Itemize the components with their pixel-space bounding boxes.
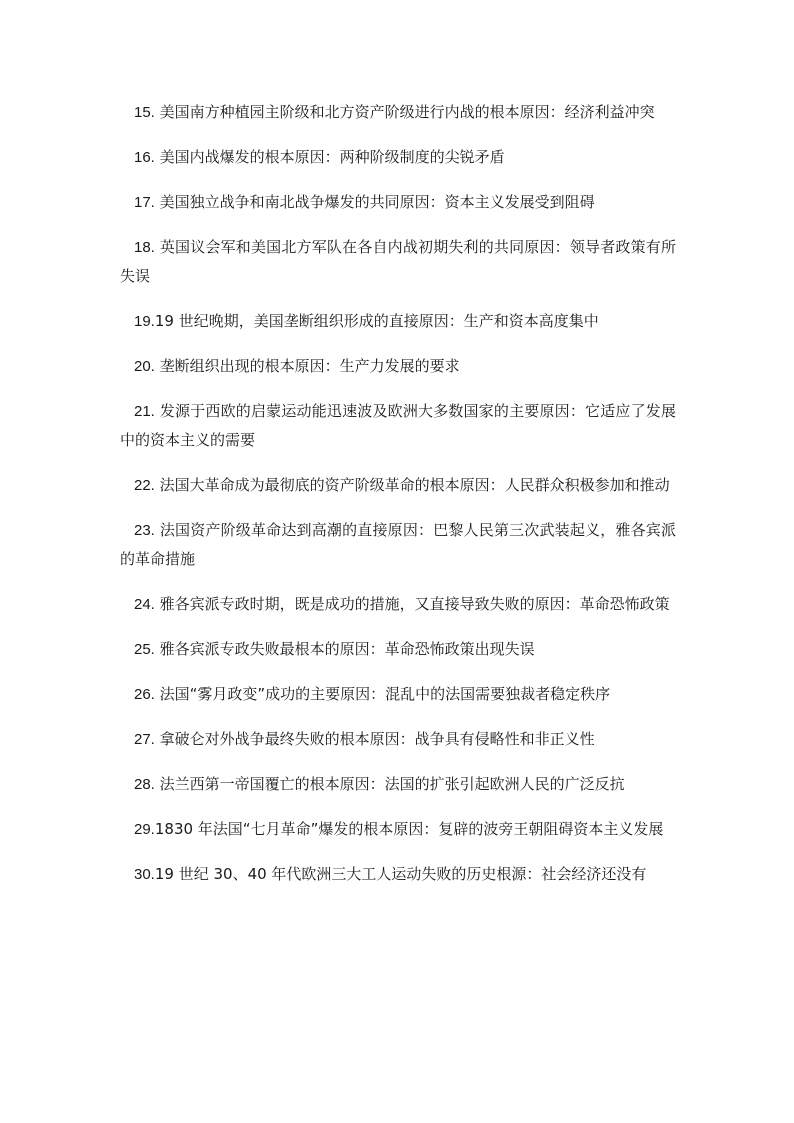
item-text: 法国“雾月政变”成功的主要原因：混乱中的法国需要独裁者稳定秩序 — [159, 685, 611, 703]
list-item — [120, 352, 676, 381]
list-item — [120, 725, 676, 754]
item-number: 29. — [134, 821, 155, 838]
item-number: 30. — [134, 866, 155, 883]
item-number: 27. — [134, 731, 155, 748]
item-number: 17. — [134, 194, 155, 211]
item-text: 英国议会军和美国北方军队在各自内战初期失利的共同原因：领导者政策有所失误 — [120, 238, 676, 285]
item-text: 雅各宾派专政时期，既是成功的措施，又直接导致失败的原因：革命恐怖政策 — [159, 595, 670, 613]
list-item — [120, 307, 676, 336]
item-number: 25. — [134, 641, 155, 658]
list-item — [120, 770, 676, 799]
list-item — [120, 471, 676, 500]
item-text: 雅各宾派专政失败最根本的原因：革命恐怖政策出现失误 — [159, 640, 535, 658]
item-text: 垄断组织出现的根本原因：生产力发展的要求 — [159, 357, 460, 375]
item-number: 16. — [134, 149, 155, 166]
item-number: 26. — [134, 686, 155, 703]
list-item — [120, 590, 676, 619]
item-text: 19 世纪 30、40 年代欧洲三大工人运动失败的历史根源：社会经济还没有 — [154, 865, 647, 883]
list-item — [120, 397, 676, 455]
item-number: 18. — [134, 239, 155, 256]
list-item — [120, 516, 676, 574]
list-item — [120, 635, 676, 664]
item-text: 美国内战爆发的根本原因：两种阶级制度的尖锐矛盾 — [159, 148, 505, 166]
item-number: 15. — [134, 104, 155, 121]
list-item — [120, 860, 676, 889]
list-item — [120, 815, 676, 844]
item-text: 发源于西欧的启蒙运动能迅速波及欧洲大多数国家的主要原因：它适应了发展中的资本主义的需要 — [120, 402, 676, 449]
item-number: 24. — [134, 596, 155, 613]
item-text: 19 世纪晚期，美国垄断组织形成的直接原因：生产和资本高度集中 — [154, 312, 599, 330]
list-item — [120, 680, 676, 709]
item-text: 法国资产阶级革命达到高潮的直接原因：巴黎人民第三次武装起义，雅各宾派的革命措施 — [120, 521, 676, 568]
list-item — [120, 233, 676, 291]
item-text: 拿破仑对外战争最终失败的根本原因：战争具有侵略性和非正义性 — [159, 730, 595, 748]
item-number: 20. — [134, 358, 155, 375]
item-text: 美国独立战争和南北战争爆发的共同原因：资本主义发展受到阻碍 — [159, 193, 595, 211]
item-text: 1830 年法国“七月革命”爆发的根本原因：复辟的波旁王朝阻碍资本主义发展 — [154, 820, 664, 838]
item-number: 21. — [134, 403, 155, 420]
item-text: 法兰西第一帝国覆亡的根本原因：法国的扩张引起欧洲人民的广泛反抗 — [159, 775, 625, 793]
item-number: 23. — [134, 522, 155, 539]
list-item — [120, 143, 676, 172]
list-item — [120, 98, 676, 127]
cause-list — [120, 98, 676, 905]
item-number: 22. — [134, 477, 155, 494]
item-text: 美国南方种植园主阶级和北方资产阶级进行内战的根本原因：经济利益冲突 — [159, 103, 655, 121]
item-number: 19. — [134, 313, 155, 330]
list-item — [120, 188, 676, 217]
item-number: 28. — [134, 776, 155, 793]
item-text: 法国大革命成为最彻底的资产阶级革命的根本原因：人民群众积极参加和推动 — [159, 476, 670, 494]
